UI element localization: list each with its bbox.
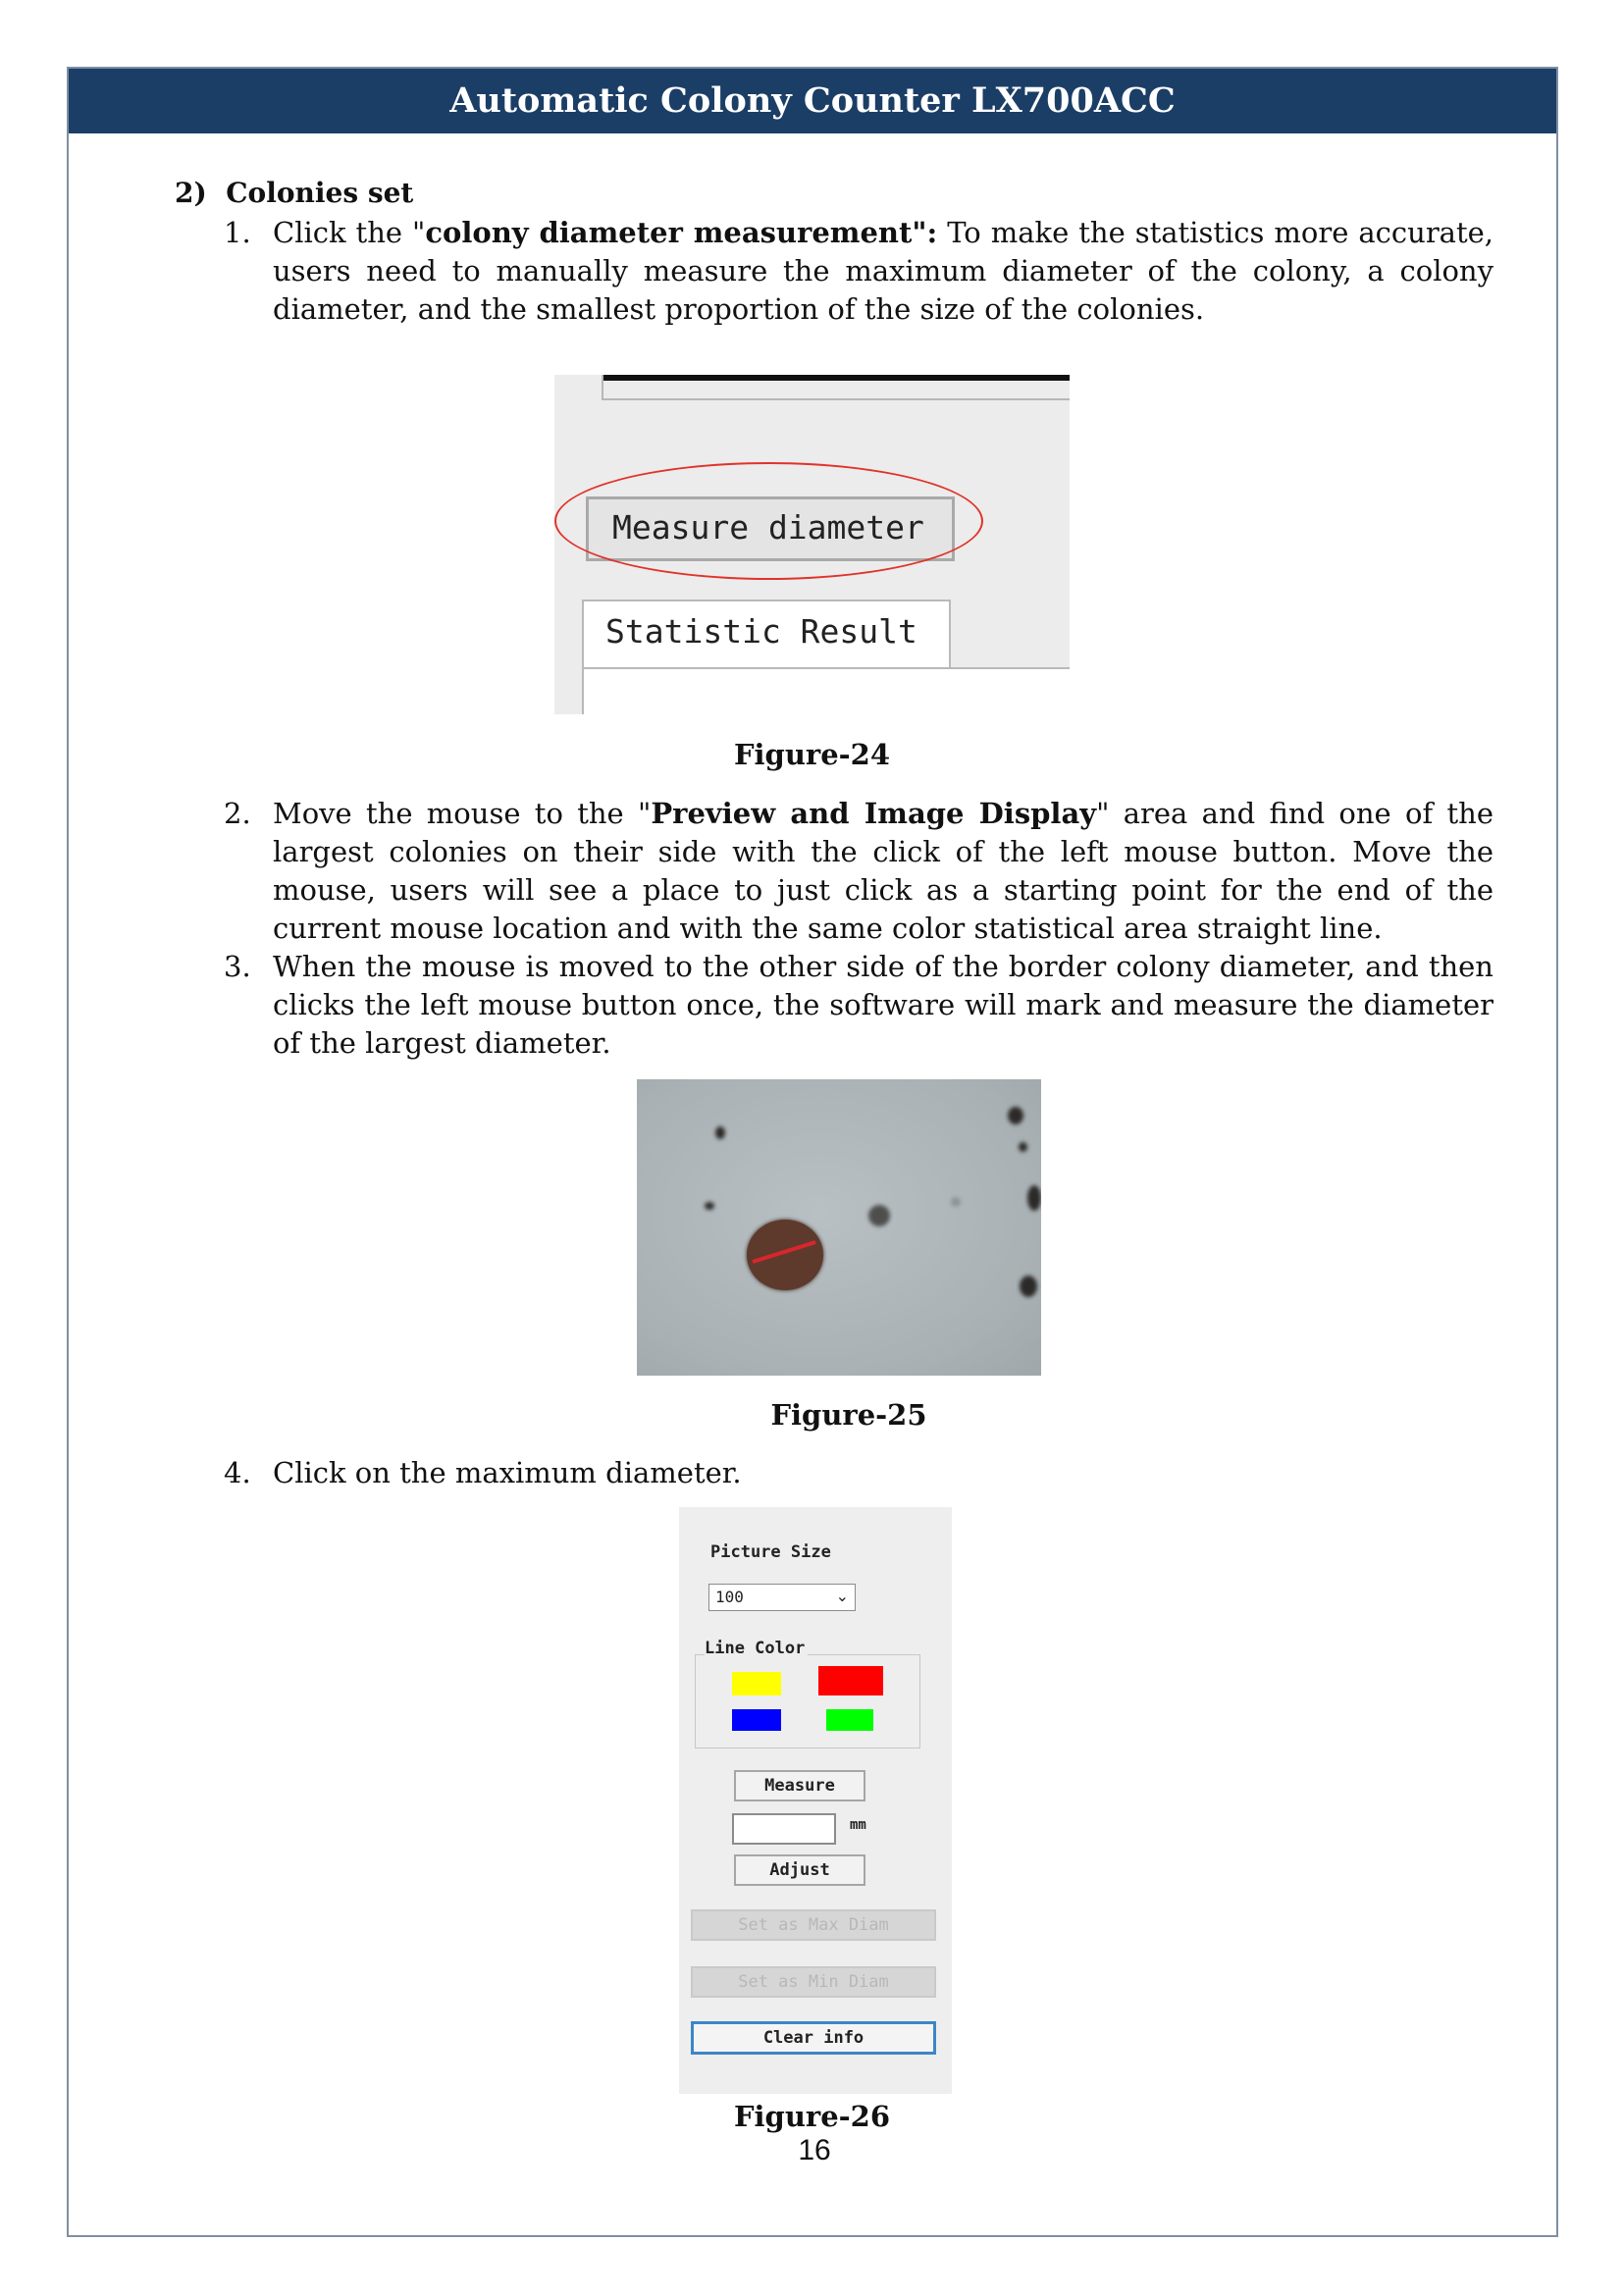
measure-button[interactable]: Measure xyxy=(734,1770,865,1801)
line-color-yellow-swatch[interactable] xyxy=(732,1672,781,1695)
step-text-bold: colony diameter measurement xyxy=(425,216,913,249)
step-text-post: " area and find one of the largest colonies on their side with the click of the left mouse button. Move the mouse, users will see a place to just click as a starting point for the end of the current mouse location and with the same color statistical area straight line. xyxy=(273,797,1493,945)
measure-line-overlay xyxy=(637,1079,1041,1376)
tab-panel xyxy=(582,667,1070,714)
highlight-ellipse xyxy=(554,462,983,580)
step-number: 4. xyxy=(224,1456,251,1489)
step-text-pre: Move the mouse to the " xyxy=(273,797,652,830)
measure-diameter-button[interactable]: Measure diameter xyxy=(586,496,955,561)
line-color-blue-swatch[interactable] xyxy=(732,1709,781,1731)
figure-25-colony-photo xyxy=(637,1079,1041,1376)
adjust-button[interactable]: Adjust xyxy=(734,1854,865,1886)
step-number: 3. xyxy=(224,950,251,983)
section-title xyxy=(175,177,413,209)
step-1 xyxy=(224,214,1493,329)
step-number: 1. xyxy=(224,216,251,249)
figure-24-screenshot xyxy=(554,375,1070,714)
line-color-green-swatch[interactable] xyxy=(826,1709,873,1731)
picture-size-value: 100 xyxy=(715,1588,744,1606)
set-min-diam-button[interactable]: Set as Min Diam xyxy=(691,1966,936,1998)
step-number: 2. xyxy=(224,797,251,830)
picture-size-label: Picture Size xyxy=(710,1542,831,1562)
line-color-label: Line Color xyxy=(705,1639,808,1658)
figure-24-caption: Figure-24 xyxy=(733,738,891,771)
step-text-post: To make the statistics more accurate, users need to manually measure the maximum diameter of the colony, a colony diameter, and the smallest proportion of the size of the colonies. xyxy=(273,216,1494,326)
page-number: 16 xyxy=(798,2134,831,2166)
unit-label: mm xyxy=(850,1817,866,1833)
chevron-down-icon: ⌄ xyxy=(835,1587,849,1605)
step-text: Click on the maximum diameter. xyxy=(273,1456,742,1489)
line-color-group xyxy=(695,1654,920,1748)
step-4 xyxy=(224,1454,1493,1492)
figure-25-caption: Figure-25 xyxy=(770,1398,927,1432)
line-color-red-swatch[interactable] xyxy=(818,1666,883,1695)
figure-26-caption: Figure-26 xyxy=(733,2100,891,2133)
step-text-bold-tail: ": xyxy=(912,216,938,249)
diameter-line xyxy=(753,1242,815,1262)
section-title-text: Colonies set xyxy=(226,177,414,209)
panel-border xyxy=(602,375,1070,400)
step-3 xyxy=(224,948,1493,1063)
step-text xyxy=(273,795,1493,948)
step-text: When the mouse is moved to the other side of the border colony diameter, and then clicks the left mouse button once, the software will mark and measure the diameter of the largest diameter. xyxy=(273,950,1493,1060)
set-max-diam-button[interactable]: Set as Max Diam xyxy=(691,1909,936,1941)
picture-size-select[interactable] xyxy=(708,1584,856,1611)
tab-statistic-result[interactable]: Statistic Result xyxy=(582,600,951,668)
clear-info-button[interactable]: Clear info xyxy=(691,2021,936,2055)
step-2 xyxy=(224,795,1493,948)
figure-26-settings-panel xyxy=(679,1507,952,2094)
step-text-bold: Preview and Image Display xyxy=(651,797,1097,830)
step-text xyxy=(273,214,1493,329)
step-text-pre: Click the " xyxy=(273,216,426,249)
diameter-value-input[interactable] xyxy=(732,1813,836,1845)
document-header: Automatic Colony Counter LX700ACC xyxy=(69,69,1556,133)
section-number: 2) xyxy=(175,177,207,209)
